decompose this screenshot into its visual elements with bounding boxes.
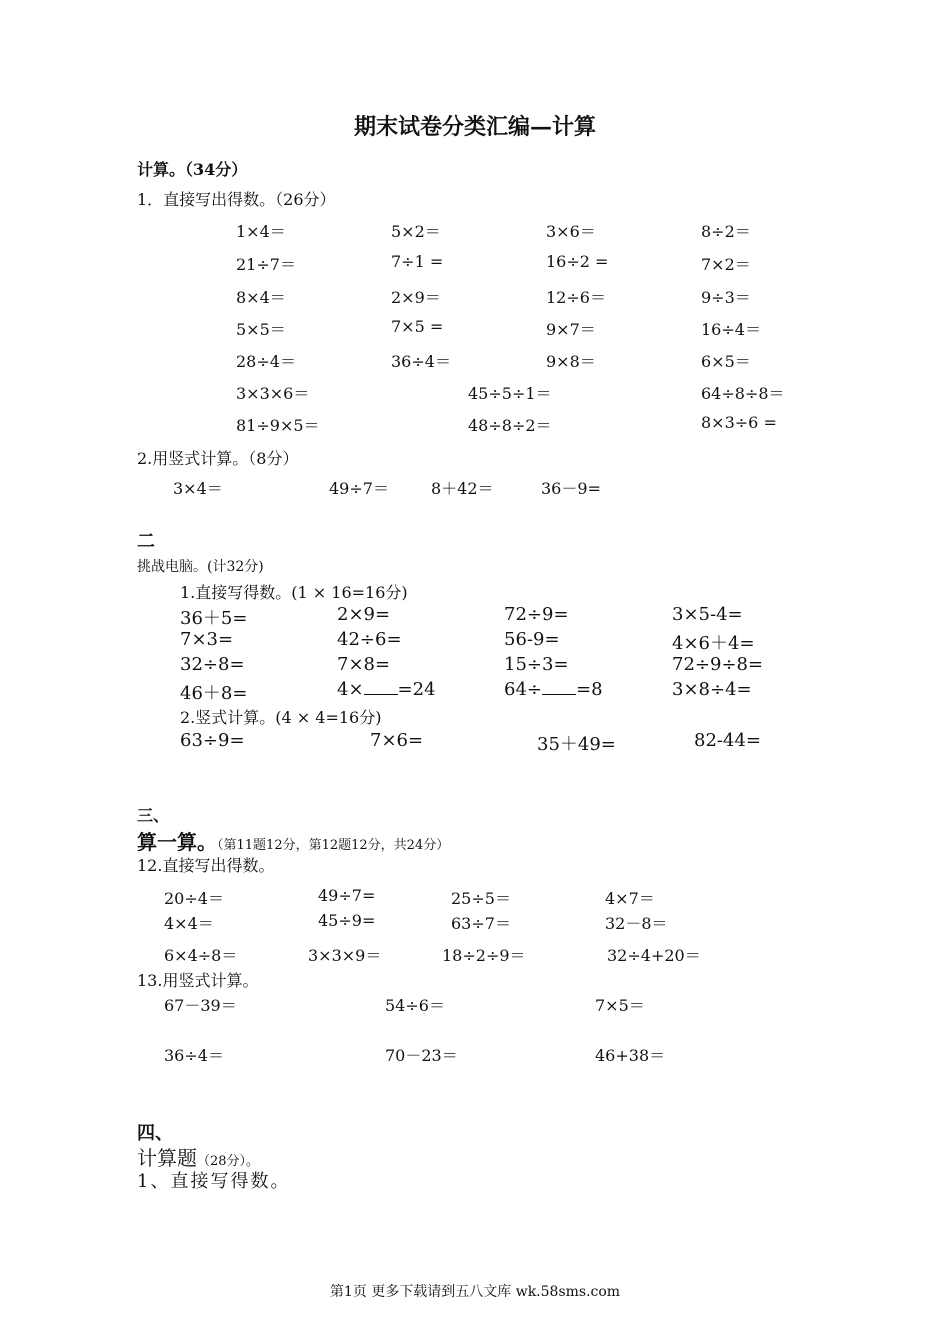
problem: 70－23＝ — [385, 1046, 458, 1065]
problem-suffix: =8 — [576, 679, 603, 700]
problem: 49÷7＝ — [329, 479, 389, 498]
problem: 54÷6＝ — [385, 996, 445, 1015]
problem-prefix: 4× — [337, 679, 364, 700]
problem-suffix: =24 — [397, 679, 436, 700]
problem: 8×3÷6 = — [701, 413, 777, 432]
problem: 81÷9×5＝ — [236, 416, 320, 435]
problem: 72÷9= — [504, 604, 569, 625]
section-3-heading: 算一算。 — [137, 830, 217, 854]
problem: 4×4＝ — [164, 914, 214, 933]
problem: 9×8＝ — [546, 352, 596, 371]
section-3-number: 三、 — [137, 806, 170, 825]
problem: 36＋5= — [180, 608, 248, 629]
section-2-q1-label: 1.直接写得数。(1 × 16=16分) — [180, 583, 408, 602]
page-title: 期末试卷分类汇编—计算 — [353, 114, 596, 140]
problem: 42÷6= — [337, 629, 402, 650]
problem: 8×4＝ — [236, 288, 286, 307]
problem: 1×4＝ — [236, 222, 286, 241]
problem: 8＋42＝ — [431, 479, 494, 498]
problem: 16÷2 = — [546, 252, 609, 271]
section-2-number: 二 — [137, 531, 155, 552]
problem: 32÷4+20＝ — [607, 946, 701, 965]
problem: 2×9= — [337, 604, 391, 625]
problem: 36÷4＝ — [391, 352, 451, 371]
problem: 18÷2÷9＝ — [442, 946, 526, 965]
problem: 7×5＝ — [595, 996, 645, 1015]
problem: 6×5＝ — [701, 352, 751, 371]
problem: 12÷6＝ — [546, 288, 606, 307]
problem: 5×5＝ — [236, 320, 286, 339]
problem: 9÷3＝ — [701, 288, 751, 307]
problem: 21÷7＝ — [236, 255, 296, 274]
problem: 32－8＝ — [605, 914, 668, 933]
problem: 3×3×9＝ — [308, 946, 382, 965]
page-footer: 第1页 更多下载请到五八文库 wk.58sms.com — [329, 1284, 621, 1300]
section-1-q2-label: 2.用竖式计算。（8分） — [137, 449, 299, 468]
section-1-heading: 计算。（34分） — [137, 160, 248, 179]
problem: 3×3×6＝ — [236, 384, 310, 403]
section-4-number: 四、 — [137, 1123, 173, 1144]
section-2-intro: 挑战电脑。(计32分) — [137, 559, 264, 575]
problem: 49÷7= — [318, 886, 376, 905]
problem: 32÷8= — [180, 654, 245, 675]
problem: 25÷5＝ — [451, 889, 511, 908]
problem: 7×3= — [180, 629, 234, 650]
answer-blank[interactable] — [542, 680, 576, 695]
section-2-q2-label: 2.竖式计算。(4 × 4=16分) — [180, 708, 382, 727]
problem: 7×5 = — [391, 317, 444, 336]
problem: 46＋8= — [180, 683, 248, 704]
problem: 72÷9÷8= — [672, 654, 764, 675]
section-4-q1-label: 1、直接写得数。 — [137, 1171, 291, 1192]
problem: 36÷4＝ — [164, 1046, 224, 1065]
problem: 4×6＋4= — [672, 633, 755, 654]
problem: 2×9＝ — [391, 288, 441, 307]
section-3-q13-label: 13.用竖式计算。 — [137, 971, 259, 990]
problem-with-blank — [337, 679, 436, 700]
problem: 36－9= — [541, 479, 601, 498]
problem: 7×8= — [337, 654, 391, 675]
problem: 3×8÷4= — [672, 679, 752, 700]
problem: 56-9= — [504, 629, 560, 650]
problem: 6×4÷8＝ — [164, 946, 238, 965]
problem-prefix: 64÷ — [504, 679, 542, 700]
problem: 63÷9= — [180, 730, 245, 751]
answer-blank[interactable] — [364, 680, 398, 695]
problem: 7×2＝ — [701, 255, 751, 274]
section-3-heading-note: （第11题12分，第12题12分，共24分） — [217, 838, 450, 853]
section-1-q1-label: 1．直接写出得数。（26分） — [137, 190, 336, 209]
problem: 67－39＝ — [164, 996, 237, 1015]
problem: 15÷3= — [504, 654, 569, 675]
problem: 45÷9= — [318, 911, 376, 930]
problem: 8÷2＝ — [701, 222, 751, 241]
problem: 9×7＝ — [546, 320, 596, 339]
problem: 45÷5÷1＝ — [468, 384, 552, 403]
problem: 7×6= — [370, 730, 424, 751]
problem: 35＋49= — [537, 734, 616, 755]
section-4-heading: 计算题 — [137, 1146, 197, 1170]
problem: 3×4＝ — [173, 479, 223, 498]
problem: 5×2＝ — [391, 222, 441, 241]
section-3-q12-label: 12.直接写出得数。 — [137, 856, 275, 875]
section-3-heading-line — [137, 826, 449, 855]
problem: 64÷8÷8＝ — [701, 384, 785, 403]
problem: 82-44= — [694, 730, 761, 751]
problem: 4×7＝ — [605, 889, 655, 908]
section-4-heading-note: （28分）。 — [197, 1154, 260, 1169]
problem: 63÷7＝ — [451, 914, 511, 933]
problem: 3×5-4= — [672, 604, 743, 625]
problem: 28÷4＝ — [236, 352, 296, 371]
problem-with-blank — [504, 679, 603, 700]
problem: 3×6＝ — [546, 222, 596, 241]
problem: 46+38＝ — [595, 1046, 666, 1065]
problem: 48÷8÷2＝ — [468, 416, 552, 435]
problem: 20÷4＝ — [164, 889, 224, 908]
problem: 7÷1 = — [391, 252, 444, 271]
problem: 16÷4＝ — [701, 320, 761, 339]
